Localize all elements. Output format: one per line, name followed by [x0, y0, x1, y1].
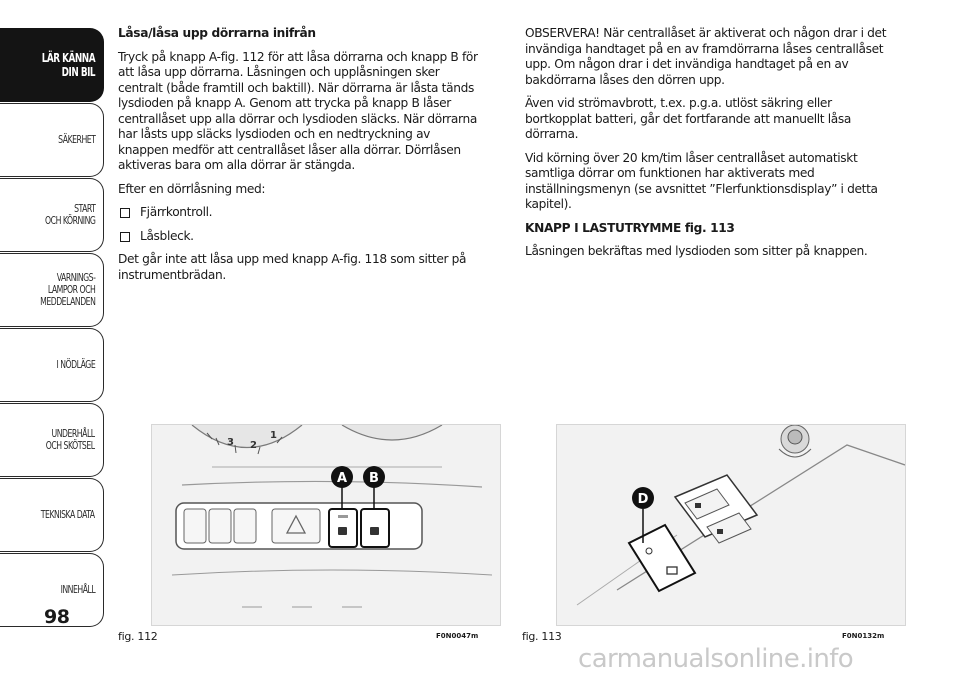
door-panel-illustration [557, 425, 905, 625]
figure-113-cargo-button [556, 424, 906, 626]
checkbox-bullet-icon [120, 208, 130, 218]
paragraph: Även vid strömavbrott, t.ex. p.g.a. utlöst säkring eller bortkopplat batteri, går det fortfarande att manuellt låsa dörrarna. [525, 96, 852, 141]
dashboard-illustration [152, 425, 500, 625]
callout-b: B [369, 471, 379, 486]
section-heading: Låsa/låsa upp dörrarna inifrån [118, 26, 316, 40]
paragraph: OBSERVERA! När centrallåset är aktiverat och någon drar i det invändiga handtaget på en av framdörrarna låses centrallåset upp. Om någon drar i det invändiga handtaget på en av bakdörrarna låses den dörren upp. [525, 26, 887, 87]
paragraph: Vid körning över 20 km/tim låser centrallåset automatiskt samtliga dörrar om funktionen har aktiverats med inställningsmenyn (se avsnittet ”Flerfunktionsdisplay” i detta kapitel). [525, 150, 878, 211]
tab-label: SÄKERHET [57, 134, 95, 146]
tab-tekniska-data[interactable] [0, 478, 104, 552]
dial-number: 2 [250, 440, 257, 451]
chapter-sidebar [0, 28, 104, 628]
figure-code: F0N0132m [842, 632, 885, 640]
tab-label: LÄR KÄNNA DIN BIL [41, 51, 95, 79]
tab-lar-kanna-din-bil[interactable] [0, 28, 104, 102]
callout-d: D [637, 492, 649, 507]
figure-caption: fig. 113 [522, 630, 562, 643]
figure-112-dashboard-buttons [151, 424, 501, 626]
tab-label: UNDERHÅLL OCH SKÖTSEL [46, 428, 95, 452]
tab-label: START OCH KÖRNING [44, 203, 95, 227]
section-heading: KNAPP I LASTUTRYMME fig. 113 [525, 220, 735, 235]
tab-label: TEKNISKA DATA [41, 509, 95, 521]
paragraph: Tryck på knapp A-fig. 112 för att låsa dörrarna och knapp B för att låsa upp dörrarna. Låsningen och upplåsningen sker centralt (både framtill och baktill). När dörrarna är låsta tänds lysdioden på knapp A. Genom att trycka på knapp B låser centrallåset upp alla dörrar och lysdioden släcks. När dörrarna har låsts upp släcks lysdioden och en nedtryckning av knappen medför att centrallåset låser alla dörrar. Dörrlåsen aktiveras bara om alla dörrar är stängda. [118, 49, 478, 172]
right-text-column [525, 26, 895, 268]
tab-label: INNEHÅLL [60, 584, 95, 596]
list-item-text: Låsbleck. [140, 228, 194, 243]
tab-i-nodlage[interactable] [0, 328, 104, 402]
tab-varningslampor[interactable] [0, 253, 104, 327]
page-number: 98 [44, 606, 70, 628]
tab-label: I NÖDLÄGE [56, 359, 95, 371]
list-item-text: Fjärrkontroll. [140, 205, 213, 219]
list-item [118, 229, 484, 245]
dial-number: 3 [227, 437, 234, 448]
list-item [118, 205, 484, 221]
figure-code: F0N0047m [436, 632, 479, 640]
paragraph: Det går inte att låsa upp med knapp A-fig. 118 som sitter på instrumentbrädan. [118, 252, 467, 282]
tab-underhall[interactable] [0, 403, 104, 477]
left-text-column [118, 26, 484, 291]
tab-sakerhet[interactable] [0, 103, 104, 177]
dial-number: 1 [270, 430, 277, 441]
checkbox-bullet-icon [120, 232, 130, 242]
tab-label: VARNINGS- LAMPOR OCH MEDDELANDEN [39, 272, 95, 308]
callout-a: A [336, 471, 348, 486]
paragraph: Efter en dörrlåsning med: [118, 181, 266, 196]
figure-caption: fig. 112 [118, 630, 158, 643]
tab-start-och-korning[interactable] [0, 178, 104, 252]
watermark: carmanualsonline.info [578, 644, 854, 674]
paragraph: Låsningen bekräftas med lysdioden som sitter på knappen. [525, 244, 868, 258]
